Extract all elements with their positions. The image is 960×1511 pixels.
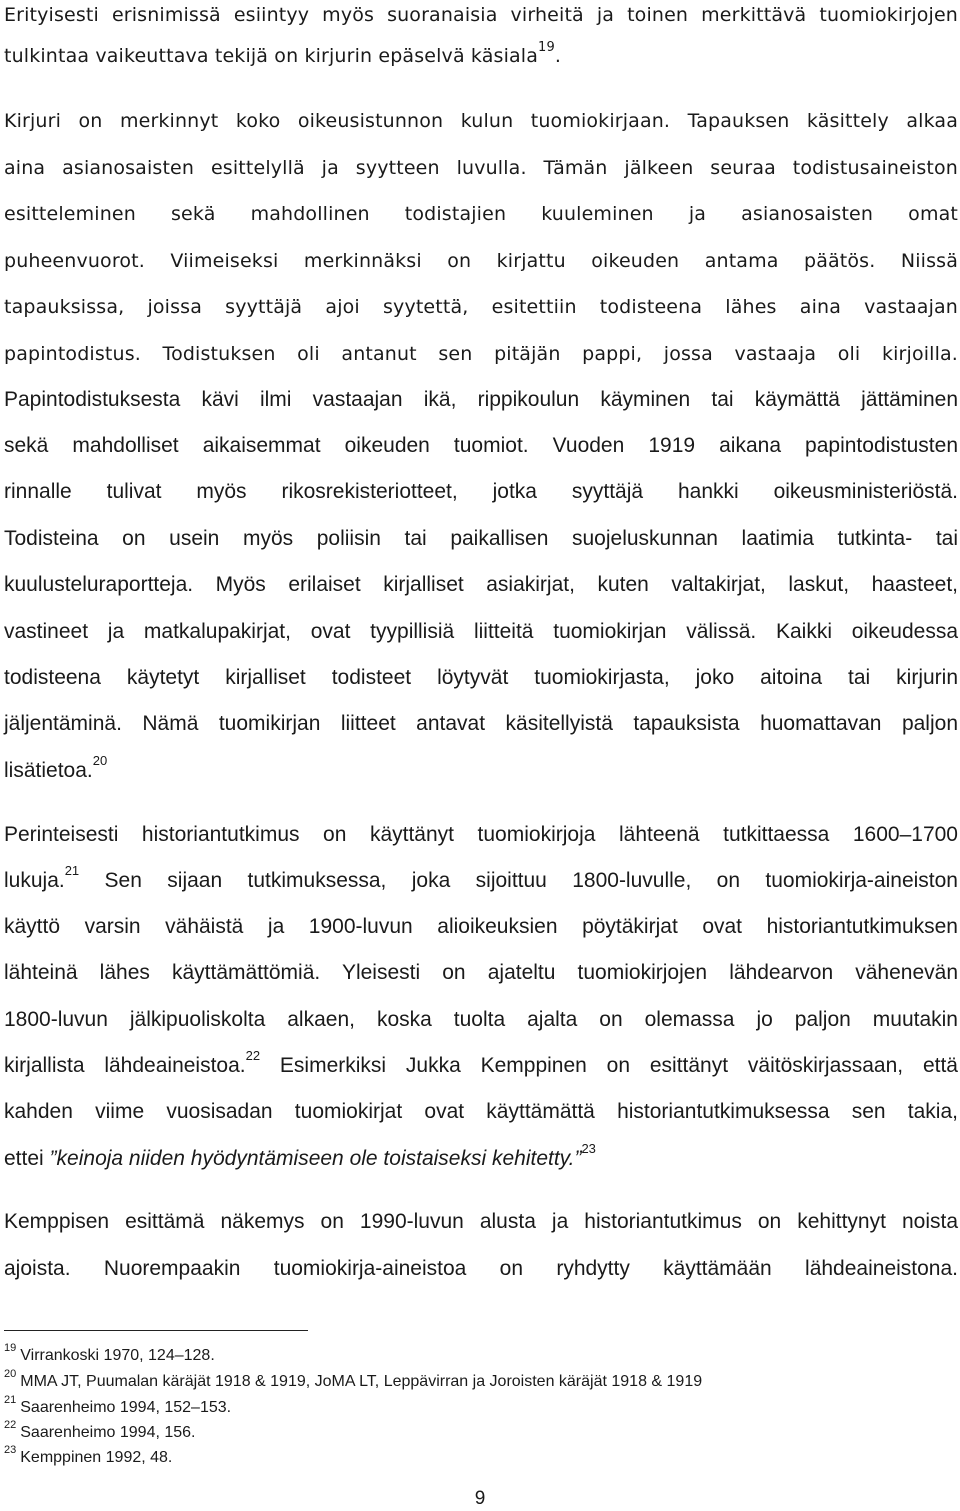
text-line: kuulusteluraportteja. Myös erilaiset kirjalliset asiakirjat, kuten valtakirjat, laskut, haasteet,	[4, 573, 958, 596]
text-line: Kemppisen esittämä näkemys on 1990-luvun alusta ja historiantutkimus on kehittynyt noista	[4, 1210, 958, 1233]
text-line: sekä mahdolliset aikaisemmat oikeuden tuomiot. Vuoden 1919 aikana papintodistusten	[4, 434, 958, 457]
text-line: ettei ”keinoja niiden hyödyntämiseen ole toistaiseksi kehitetty.”$^{23}$	[4, 1141, 596, 1170]
text-line: Erityisesti erisnimissä esiintyy myös suoranaisia virheitä ja toinen merkittävä tuomiokirjojen	[4, 4, 958, 26]
text-line: Papintodistuksesta kävi ilmi vastaajan ikä, rippikoulun käyminen tai käymättä jättäminen	[4, 388, 958, 411]
text-line: lukuja.$^{21}$ Sen sijaan tutkimuksessa, joka sijoittuu 1800-luvulle, on tuomiokirja-aineiston	[4, 863, 958, 892]
page-number: 9	[474, 1488, 486, 1509]
footnote-ref-19[interactable]: 19	[538, 39, 555, 55]
text-line: puheenvuorot. Viimeiseksi merkinnäksi on kirjattu oikeuden antama päätös. Niissä	[4, 250, 958, 272]
footnote-21: $^{21}$ Saarenheimo 1994, 152–153.	[4, 1393, 232, 1416]
footnote-ref-20[interactable]: 20	[92, 753, 108, 768]
text-line: rinnalle tulivat myös rikosrekisteriotteet, jotka syyttäjä hankki oikeusministeriöstä.	[4, 480, 958, 503]
footnote-19: $^{19}$ Virrankoski 1970, 124–128.	[4, 1341, 215, 1364]
footnote-ref-22[interactable]: 22	[245, 1048, 261, 1063]
text-line: lisätietoa.$^{20}$	[4, 753, 108, 782]
text-line: kirjallista lähdeaineistoa.$^{22}$ Esimerkiksi Jukka Kemppinen on esittänyt väitöskirjassaan, että	[4, 1048, 958, 1077]
text-line: lähteinä lähes käyttämättömiä. Yleisesti on ajateltu tuomiokirjojen lähdearvon vähenevän	[4, 961, 958, 984]
footnote-22: $^{22}$ Saarenheimo 1994, 156.	[4, 1418, 196, 1441]
footnote-ref-21[interactable]: 21	[64, 863, 80, 878]
text-line: aina asianosaisten esittelyllä ja syytteen luvulla. Tämän jälkeen seuraa todistusaineiston	[4, 157, 958, 179]
footnote-separator	[4, 1330, 308, 1331]
text-line: Perinteisesti historiantutkimus on käyttänyt tuomiokirjoja lähteenä tutkittaessa 1600–1700	[4, 823, 958, 846]
text-line: esitteleminen sekä mahdollinen todistajien kuuleminen ja asianosaisten omat	[4, 203, 958, 225]
text-line: 1800-luvun jälkipuoliskolta alkaen, koska tuolta ajalta on olemassa jo paljon muutakin	[4, 1008, 958, 1031]
text-line: kahden viime vuosisadan tuomiokirjat ovat käyttämättä historiantutkimuksessa sen takia,	[4, 1100, 958, 1123]
text-line: papintodistus. Todistuksen oli antanut sen pitäjän pappi, jossa vastaaja oli kirjoilla.	[4, 343, 958, 365]
footnote-20: $^{20}$ MMA JT, Puumalan käräjät 1918 & 1919, JoMA LT, Leppävirran ja Joroisten käräjät 1918 & 1919	[4, 1367, 703, 1390]
text-line: ajoista. Nuorempaakin tuomiokirja-aineistoa on ryhdytty käyttämään lähdeaineistona.	[4, 1257, 958, 1280]
text-line: Kirjuri on merkinnyt koko oikeusistunnon kulun tuomiokirjaan. Tapauksen käsittely alkaa	[4, 110, 958, 132]
footnote-ref-23[interactable]: 23	[581, 1141, 596, 1156]
text-line: todisteena käytetyt kirjalliset todisteet löytyvät tuomiokirjasta, joko aitoina tai kirjurin	[4, 666, 958, 689]
footnote-23: $^{23}$ Kemppinen 1992, 48.	[4, 1443, 173, 1466]
quotation: ”keinoja niiden hyödyntämiseen ole toistaiseksi kehitetty.”	[49, 1147, 582, 1170]
text-line: käyttö varsin vähäistä ja 1900-luvun alioikeuksien pöytäkirjat ovat historiantutkimuksen	[4, 915, 958, 938]
text-line: tapauksissa, joissa syyttäjä ajoi syytettä, esitettiin todisteena lähes aina vastaajan	[4, 296, 958, 318]
text-line: jäljentäminä. Nämä tuomikirjan liitteet antavat käsitellyistä tapauksista huomattavan paljon	[4, 712, 958, 735]
text-line: vastineet ja matkalupakirjat, ovat tyypillisiä liitteitä tuomiokirjan välissä. Kaikki oikeudessa	[4, 620, 958, 643]
text-line: Todisteina on usein myös poliisin tai paikallisen suojeluskunnan laatimia tutkinta- tai	[4, 527, 958, 550]
text-line: tulkintaa vaikeuttava tekijä on kirjurin epäselvä käsiala$^{19}$.	[4, 39, 562, 67]
